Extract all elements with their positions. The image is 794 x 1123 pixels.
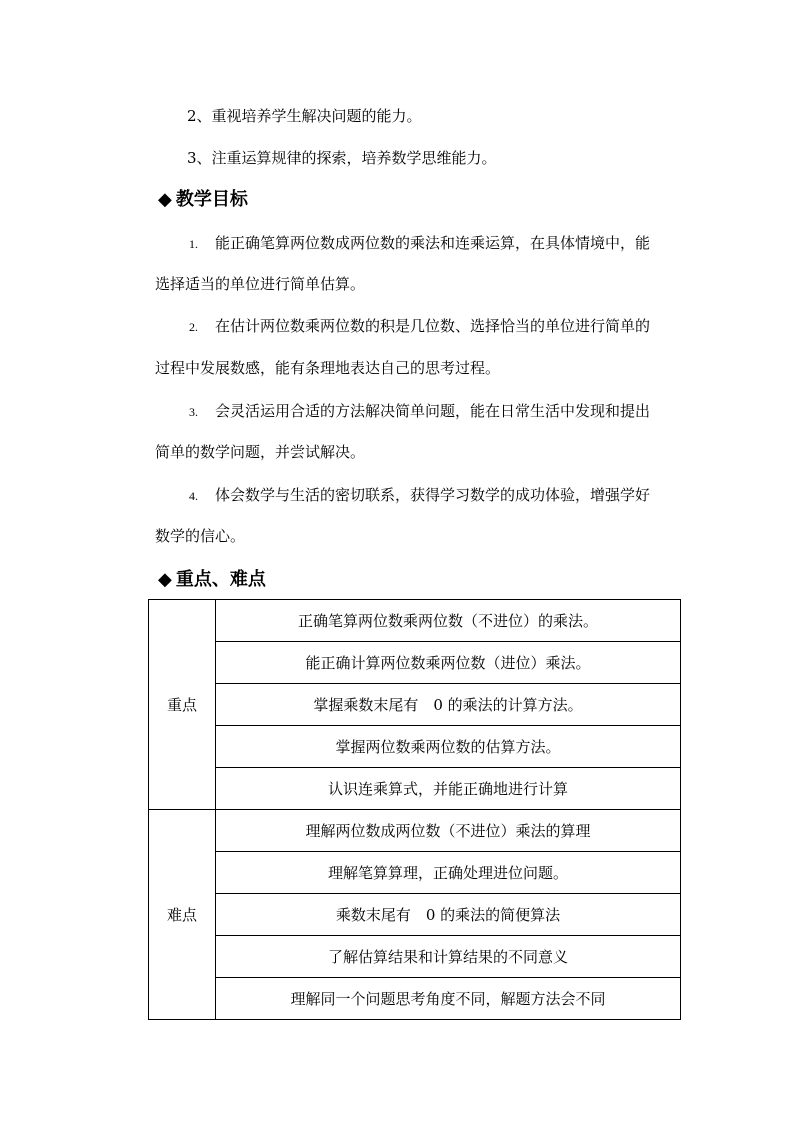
table-row xyxy=(149,642,681,684)
goal-item-4-line2: 数学的信心。 xyxy=(155,527,246,545)
table-row xyxy=(149,852,681,894)
table-row xyxy=(149,936,681,978)
table-row xyxy=(149,768,681,810)
section-heading-goals xyxy=(158,188,248,212)
table-cell: 能正确计算两位数乘两位数（进位）乘法。 xyxy=(216,642,681,684)
table-row xyxy=(149,894,681,936)
goal-item-2-line2: 过程中发展数感，能有条理地表达自己的思考过程。 xyxy=(155,359,501,377)
difficult-points-label: 难点 xyxy=(149,810,216,1020)
diamond-bullet-icon: ◆ xyxy=(158,189,172,210)
diamond-bullet-icon: ◆ xyxy=(158,569,172,590)
key-difficult-table xyxy=(148,599,681,1020)
section-title: 教学目标 xyxy=(175,189,248,210)
table-cell: 认识连乘算式，并能正确地进行计算 xyxy=(216,768,681,810)
table-row xyxy=(149,726,681,768)
table-row xyxy=(149,684,681,726)
intro-item-3: 3、注重运算规律的探索，培养数学思维能力。 xyxy=(187,149,497,167)
table-cell: 掌握两位数乘两位数的估算方法。 xyxy=(216,726,681,768)
intro-item-2: 2、重视培养学生解决问题的能力。 xyxy=(187,107,422,125)
goal-item-1-line1: 1. 能正确笔算两位数成两位数的乘法和连乘运算，在具体情境中，能 xyxy=(189,234,651,252)
table-cell: 了解估算结果和计算结果的不同意义 xyxy=(216,936,681,978)
table-cell: 乘数末尾有 0 的乘法的简便算法 xyxy=(216,894,681,936)
section-heading-key-difficult xyxy=(158,568,266,592)
table-cell: 理解笔算算理，正确处理进位问题。 xyxy=(216,852,681,894)
goal-number: 1. xyxy=(189,237,198,251)
table-cell: 掌握乘数末尾有 0 的乘法的计算方法。 xyxy=(216,684,681,726)
goal-item-3-line2: 简单的数学问题，并尝试解决。 xyxy=(155,443,366,461)
goal-number: 4. xyxy=(189,489,198,503)
table-row xyxy=(149,978,681,1020)
key-points-label: 重点 xyxy=(149,600,216,810)
table-row xyxy=(149,600,681,642)
table-cell: 理解同一个问题思考角度不同，解题方法会不同 xyxy=(216,978,681,1020)
table-cell: 正确笔算两位数乘两位数（不进位）的乘法。 xyxy=(216,600,681,642)
section-title: 重点、难点 xyxy=(175,569,266,590)
table-cell: 理解两位数成两位数（不进位）乘法的算理 xyxy=(216,810,681,852)
goal-item-2-line1: 2. 在估计两位数乘两位数的积是几位数、选择恰当的单位进行简单的 xyxy=(189,317,651,335)
goal-item-4-line1: 4. 体会数学与生活的密切联系，获得学习数学的成功体验，增强学好 xyxy=(189,486,651,504)
goal-item-1-line2: 选择适当的单位进行简单估算。 xyxy=(155,275,366,293)
table-row xyxy=(149,810,681,852)
goal-number: 3. xyxy=(189,405,198,419)
goal-number: 2. xyxy=(189,320,198,334)
goal-item-3-line1: 3. 会灵活运用合适的方法解决简单问题，能在日常生活中发现和提出 xyxy=(189,402,651,420)
